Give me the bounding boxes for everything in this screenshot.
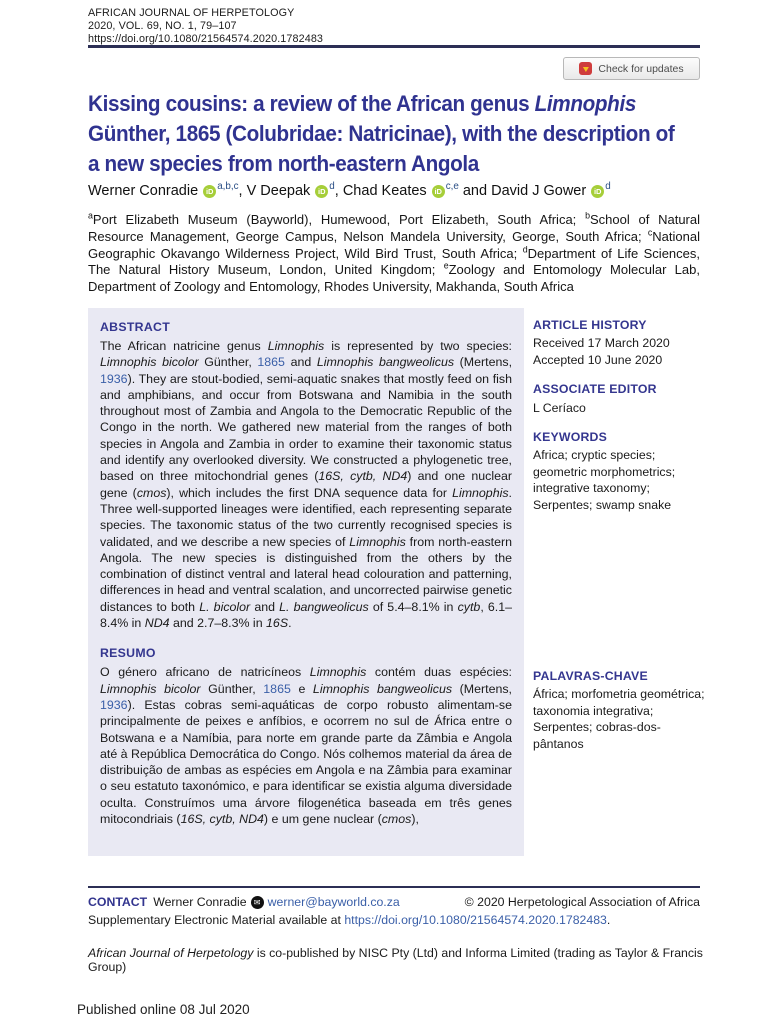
keywords-text: Africa; cryptic species; geometric morphometrics; integrative taxonomy; Serpentes; swamp snake [533, 448, 676, 512]
copublisher-note: African Journal of Herpetology is co-published by NISC Pty (Ltd) and Informa Limited (trading as Taylor & Francis Group) [88, 946, 703, 974]
keywords-heading: KEYWORDS [533, 430, 608, 445]
abstract-panel [88, 308, 524, 856]
journal-masthead [88, 7, 323, 46]
supplementary-text: Supplementary Electronic Material available at [88, 912, 345, 927]
orcid-icon[interactable]: iD [315, 185, 328, 198]
contact-name: Werner Conradie [153, 895, 247, 909]
published-online-date: Published online 08 Jul 2020 [77, 1002, 250, 1017]
palavras-chave-text: África; morfometria geométrica; taxonomia integrativa; Serpentes; cobras-dos-pântanos [533, 687, 705, 751]
associate-editor-section [533, 381, 708, 416]
resumo-heading: RESUMO [100, 646, 156, 661]
received-date: Received 17 March 2020 [533, 336, 670, 351]
inline-link[interactable]: 1865 [257, 355, 285, 370]
orcid-icon[interactable]: iD [432, 185, 445, 198]
orcid-icon[interactable]: iD [591, 185, 604, 198]
article-title [88, 89, 725, 179]
accepted-date: Accepted 10 June 2020 [533, 352, 663, 367]
abstract-heading: ABSTRACT [100, 320, 171, 334]
header-rule [88, 45, 700, 48]
palavras-chave-section [533, 668, 708, 752]
resumo-text: O género africano de natricíneos Limnophis contém duas espécies: Limnophis bicolor Günther, 1865 e Limnophis bangweolicus (Mertens, 1936). Estas cobras semi-aquáticas de corpo robusto alimentam-se principalmente de peixes e anfíbios, e ocorrem no sul de África entre o Botswana e a Namíbia, para norte em grande parte da Zâmbia e Angola até à República Democrática do Congo. Nós colhemos material da área de distribuição de ambas as espécies em Angola e na Zâmbia para examinar o seu estatuto taxonómico, e para identificar se existia alguma diversidade oculta. Construímos uma árvore filogenética baseada em três genes mitocondriais (16S, cytb, ND4) e um gene nuclear (cmos), [100, 665, 512, 827]
associate-editor-heading: ASSOCIATE EDITOR [533, 382, 657, 397]
inline-link[interactable]: 1865 [263, 681, 291, 696]
supplementary-suffix: . [606, 912, 611, 927]
abstract-text: The African natricine genus Limnophis is represented by two species: Limnophis bicolor Günther, 1865 and Limnophis bangweolicus (Mertens, 1936). They are stout-bodied, semi-aquatic snakes that mostly feed on fish and amphibians, and occur from Botswana and Namibia in the south throughout most of Zambia and Angola to the Democratic Republic of the Congo in the north. We gathered new material from the ranges of both species in Angola and Zambia in order to examine their taxonomic status and identify any overlooked diversity. We constructed a phylogenetic tree, based on three mitochondrial genes (16S, cytb, ND4) and one nuclear gene (cmos), which includes the first DNA sequence data for Limnophis. Three well-supported lineages were identified, each representing separate species. The taxonomic status of the two currently recognised species is validated, and we describe a new species of Limnophis from north-eastern Angola. The new species is distinguished from the others by the combination of distinct ventral and lateral head colouration and patterning, differences in head and ventral scalation, and uncorrected pairwise genetic distances to both L. bicolor and L. bangweolicus of 5.4–8.1% in cytb, 6.1–8.4% in ND4 and 2.7–8.3% in 16S. [100, 339, 513, 631]
contact-email-link[interactable]: werner@bayworld.co.za [267, 895, 400, 909]
envelope-icon[interactable]: ✉ [251, 896, 264, 909]
associate-editor-name: L Ceríaco [533, 400, 586, 415]
article-title-line: Kissing cousins: a review of the African genus Limnophis [88, 91, 636, 116]
article-title-line: Günther, 1865 (Colubridae: Natricinae), with the description of [88, 121, 675, 146]
keywords-section [533, 429, 708, 513]
affiliations: $^a$Port Elizabeth Museum (Bayworld), Humewood, Port Elizabeth, South Africa; $^b$School of Natural Resource Management, George Campus, Nelson Mandela University, George, South Africa; $^c$National Geographic Okavango Wilderness Project, Wild Bird Trust, South Africa; $^d$Department of Life Sciences, The Natural History Museum, London, United Kingdom; $^e$Zoology and Entomology Molecular Lab, Department of Zoology and Entomology, Rhodes University, Makhanda, South Africa [88, 210, 700, 295]
article-history-section [533, 317, 708, 368]
palavras-chave-heading: PALAVRAS-CHAVE [533, 669, 648, 683]
contact-line [88, 894, 700, 912]
article-title-line: a new species from north-eastern Angola [88, 151, 479, 176]
contact-block [88, 894, 700, 929]
orcid-icon[interactable]: iD [203, 185, 216, 198]
crossmark-icon [579, 62, 592, 75]
footer-rule [88, 886, 700, 888]
supplementary-doi-link[interactable]: https://doi.org/10.1080/21564574.2020.1782483 [344, 912, 607, 927]
check-for-updates-label: Check for updates [598, 62, 684, 75]
article-history-heading: ARTICLE HISTORY [533, 318, 647, 332]
supplementary-line [88, 912, 700, 930]
author-list: Werner Conradie iD $^{a,b,c}$, V Deepak iD $^d$, Chad Keates iD $^{c,e}$ and David J Gower iD $^d$ [88, 181, 611, 199]
journal-doi-link[interactable]: https://doi.org/10.1080/21564574.2020.1782483 [88, 33, 324, 45]
palavras-chave-sidebar [533, 668, 708, 765]
journal-volume-info: 2020, VOL. 69, NO. 1, 79–107 [88, 20, 237, 32]
inline-link[interactable]: 1936 [100, 697, 128, 712]
inline-link[interactable]: 1936 [100, 371, 128, 386]
journal-name: AFRICAN JOURNAL OF HERPETOLOGY [88, 7, 295, 19]
copyright-notice: © 2020 Herpetological Association of Africa [464, 895, 700, 909]
check-for-updates-button[interactable] [563, 57, 700, 80]
article-info-sidebar [533, 317, 708, 526]
contact-label: CONTACT [88, 895, 148, 909]
